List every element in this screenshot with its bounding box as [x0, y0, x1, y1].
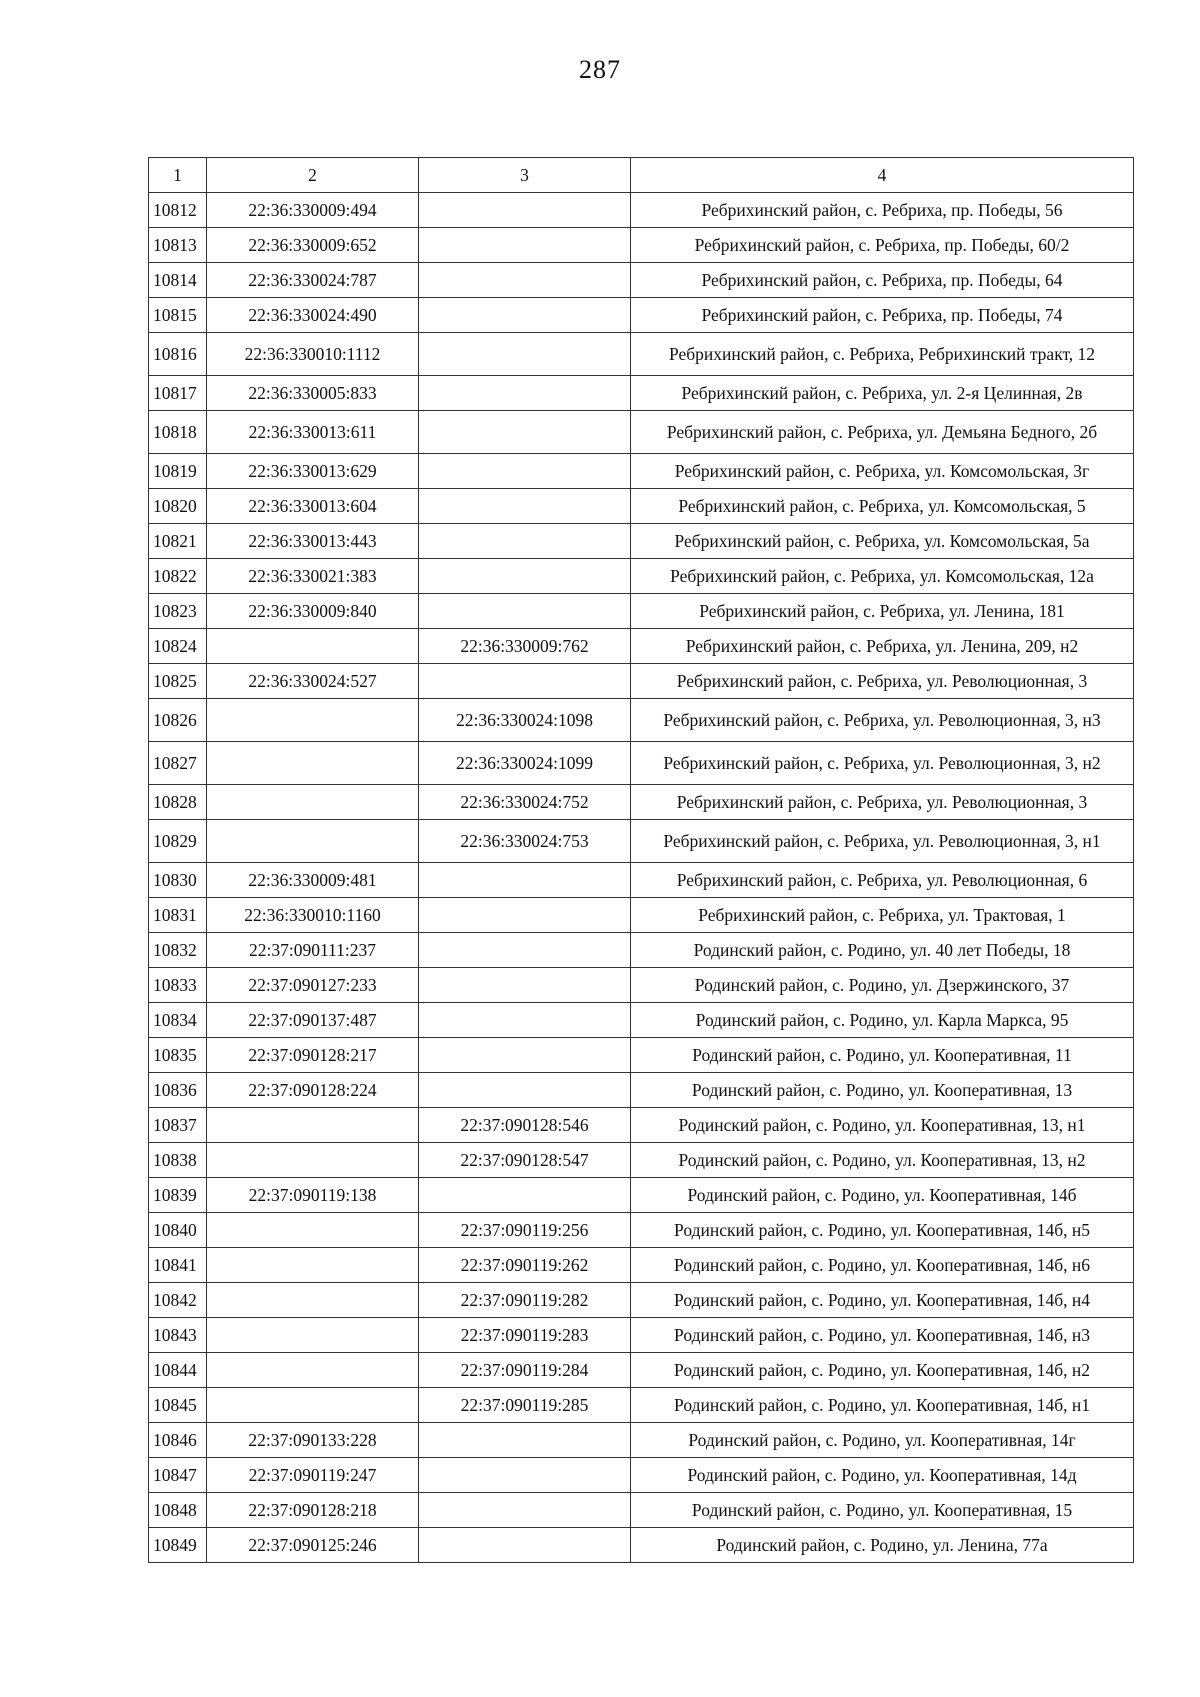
address-cell: Родинский район, с. Родино, ул. Кооперативная, 14б, н2: [631, 1353, 1134, 1388]
table-row: [149, 376, 1134, 411]
row-number-cell: 10835: [149, 1038, 207, 1073]
address-cell: Ребрихинский район, с. Ребриха, пр. Победы, 64: [631, 263, 1134, 298]
table-row: [149, 863, 1134, 898]
table-row: [149, 1423, 1134, 1458]
table-row: [149, 228, 1134, 263]
cadastral-number-cell: 22:36:330009:840: [207, 594, 419, 629]
cadastral-number-cell: [207, 1213, 419, 1248]
cadastral-number-alt-cell: [419, 263, 631, 298]
cadastral-number-alt-cell: [419, 1003, 631, 1038]
address-cell: Ребрихинский район, с. Ребриха, ул. Революционная, 6: [631, 863, 1134, 898]
cadastral-number-alt-cell: 22:36:330009:762: [419, 629, 631, 664]
cadastral-number-alt-cell: [419, 594, 631, 629]
cadastral-number-cell: 22:37:090125:246: [207, 1528, 419, 1563]
table-row: [149, 664, 1134, 699]
row-number-cell: 10822: [149, 559, 207, 594]
cadastral-number-alt-cell: [419, 933, 631, 968]
address-cell: Родинский район, с. Родино, ул. Дзержинского, 37: [631, 968, 1134, 1003]
cadastral-number-cell: 22:36:330024:490: [207, 298, 419, 333]
address-cell: Ребрихинский район, с. Ребриха, ул. Революционная, 3: [631, 664, 1134, 699]
table-row: [149, 559, 1134, 594]
table-row: [149, 1073, 1134, 1108]
cadastral-number-alt-cell: 22:36:330024:1099: [419, 742, 631, 785]
cadastral-number-alt-cell: [419, 968, 631, 1003]
cadastral-number-alt-cell: 22:37:090119:283: [419, 1318, 631, 1353]
table-row: [149, 699, 1134, 742]
cadastral-number-alt-cell: [419, 1038, 631, 1073]
cadastral-number-cell: [207, 699, 419, 742]
row-number-cell: 10825: [149, 664, 207, 699]
address-cell: Ребрихинский район, с. Ребриха, ул. Ленина, 181: [631, 594, 1134, 629]
row-number-cell: 10818: [149, 411, 207, 454]
address-cell: Родинский район, с. Родино, ул. Кооперативная, 14б: [631, 1178, 1134, 1213]
row-number-cell: 10814: [149, 263, 207, 298]
table-row: [149, 411, 1134, 454]
table-row: [149, 1388, 1134, 1423]
table-row: [149, 489, 1134, 524]
cadastral-number-cell: 22:37:090137:487: [207, 1003, 419, 1038]
row-number-cell: 10831: [149, 898, 207, 933]
cadastral-number-alt-cell: 22:36:330024:752: [419, 785, 631, 820]
cadastral-number-alt-cell: [419, 524, 631, 559]
table-row: [149, 1353, 1134, 1388]
cadastral-number-cell: [207, 1108, 419, 1143]
address-cell: Родинский район, с. Родино, ул. Кооперативная, 14д: [631, 1458, 1134, 1493]
cadastral-number-alt-cell: [419, 863, 631, 898]
table-body: [149, 193, 1134, 1563]
cadastral-number-alt-cell: [419, 1493, 631, 1528]
row-number-cell: 10836: [149, 1073, 207, 1108]
row-number-cell: 10833: [149, 968, 207, 1003]
row-number-cell: 10826: [149, 699, 207, 742]
row-number-cell: 10841: [149, 1248, 207, 1283]
cadastral-number-cell: [207, 785, 419, 820]
address-cell: Ребрихинский район, с. Ребриха, ул. Комсомольская, 12а: [631, 559, 1134, 594]
table-row: [149, 785, 1134, 820]
cadastral-number-cell: 22:37:090128:224: [207, 1073, 419, 1108]
cadastral-number-alt-cell: [419, 228, 631, 263]
row-number-cell: 10820: [149, 489, 207, 524]
row-number-cell: 10821: [149, 524, 207, 559]
cadastral-number-alt-cell: [419, 559, 631, 594]
cadastral-number-cell: 22:36:330013:604: [207, 489, 419, 524]
address-cell: Родинский район, с. Родино, ул. Кооперативная, 13: [631, 1073, 1134, 1108]
cadastral-number-cell: 22:36:330009:652: [207, 228, 419, 263]
address-cell: Родинский район, с. Родино, ул. Кооперативная, 13, н1: [631, 1108, 1134, 1143]
cadastral-number-cell: 22:37:090128:218: [207, 1493, 419, 1528]
row-number-cell: 10849: [149, 1528, 207, 1563]
table-header-row: [149, 158, 1134, 193]
table-row: [149, 1458, 1134, 1493]
table-row: [149, 193, 1134, 228]
cadastral-number-cell: 22:36:330013:629: [207, 454, 419, 489]
cadastral-number-cell: 22:37:090119:247: [207, 1458, 419, 1493]
table-row: [149, 594, 1134, 629]
registry-table: [148, 157, 1134, 1563]
address-cell: Ребрихинский район, с. Ребриха, ул. Комсомольская, 5а: [631, 524, 1134, 559]
cadastral-number-cell: [207, 1318, 419, 1353]
address-cell: Ребрихинский район, с. Ребриха, ул. Ленина, 209, н2: [631, 629, 1134, 664]
row-number-cell: 10843: [149, 1318, 207, 1353]
cadastral-number-alt-cell: 22:37:090119:256: [419, 1213, 631, 1248]
table-row: [149, 968, 1134, 1003]
table-row: [149, 1318, 1134, 1353]
row-number-cell: 10842: [149, 1283, 207, 1318]
row-number-cell: 10828: [149, 785, 207, 820]
table-row: [149, 1108, 1134, 1143]
row-number-cell: 10829: [149, 820, 207, 863]
address-cell: Родинский район, с. Родино, ул. Ленина, 77а: [631, 1528, 1134, 1563]
cadastral-number-alt-cell: [419, 898, 631, 933]
address-cell: Родинский район, с. Родино, ул. Кооперативная, 14б, н5: [631, 1213, 1134, 1248]
row-number-cell: 10819: [149, 454, 207, 489]
cadastral-number-alt-cell: [419, 333, 631, 376]
address-cell: Ребрихинский район, с. Ребриха, ул. Демьяна Бедного, 2б: [631, 411, 1134, 454]
cadastral-number-alt-cell: [419, 193, 631, 228]
row-number-cell: 10834: [149, 1003, 207, 1038]
row-number-cell: 10837: [149, 1108, 207, 1143]
table-row: [149, 298, 1134, 333]
address-cell: Ребрихинский район, с. Ребриха, Ребрихинский тракт, 12: [631, 333, 1134, 376]
table-row: [149, 1213, 1134, 1248]
cadastral-number-cell: 22:36:330013:611: [207, 411, 419, 454]
address-cell: Ребрихинский район, с. Ребриха, пр. Победы, 56: [631, 193, 1134, 228]
row-number-cell: 10839: [149, 1178, 207, 1213]
address-cell: Родинский район, с. Родино, ул. Карла Маркса, 95: [631, 1003, 1134, 1038]
cadastral-number-cell: 22:36:330021:383: [207, 559, 419, 594]
row-number-cell: 10847: [149, 1458, 207, 1493]
table-row: [149, 1493, 1134, 1528]
cadastral-number-cell: 22:36:330009:481: [207, 863, 419, 898]
row-number-cell: 10827: [149, 742, 207, 785]
cadastral-number-cell: [207, 1388, 419, 1423]
table-row: [149, 333, 1134, 376]
table-row: [149, 1283, 1134, 1318]
cadastral-number-cell: 22:36:330024:527: [207, 664, 419, 699]
table-row: [149, 820, 1134, 863]
address-cell: Родинский район, с. Родино, ул. Кооперативная, 14г: [631, 1423, 1134, 1458]
row-number-cell: 10846: [149, 1423, 207, 1458]
cadastral-number-alt-cell: 22:37:090128:546: [419, 1108, 631, 1143]
row-number-cell: 10845: [149, 1388, 207, 1423]
cadastral-number-alt-cell: 22:37:090119:262: [419, 1248, 631, 1283]
address-cell: Родинский район, с. Родино, ул. Кооперативная, 14б, н6: [631, 1248, 1134, 1283]
table-row: [149, 1038, 1134, 1073]
table-row: [149, 524, 1134, 559]
row-number-cell: 10832: [149, 933, 207, 968]
cadastral-number-alt-cell: [419, 1423, 631, 1458]
page-number: 287: [579, 55, 621, 84]
cadastral-number-cell: 22:37:090119:138: [207, 1178, 419, 1213]
table-row: [149, 629, 1134, 664]
table-row: [149, 1248, 1134, 1283]
cadastral-number-cell: [207, 742, 419, 785]
cadastral-number-alt-cell: [419, 376, 631, 411]
table-row: [149, 1143, 1134, 1178]
address-cell: Ребрихинский район, с. Ребриха, ул. Революционная, 3, н1: [631, 820, 1134, 863]
cadastral-number-cell: [207, 820, 419, 863]
cadastral-number-cell: 22:37:090127:233: [207, 968, 419, 1003]
cadastral-number-alt-cell: 22:37:090119:282: [419, 1283, 631, 1318]
address-cell: Родинский район, с. Родино, ул. Кооперативная, 14б, н3: [631, 1318, 1134, 1353]
cadastral-number-cell: [207, 1353, 419, 1388]
table-row: [149, 898, 1134, 933]
table-row: [149, 1528, 1134, 1563]
row-number-cell: 10844: [149, 1353, 207, 1388]
row-number-cell: 10815: [149, 298, 207, 333]
header-col-2: 2: [207, 158, 419, 193]
address-cell: Родинский район, с. Родино, ул. Кооперативная, 14б, н1: [631, 1388, 1134, 1423]
table-row: [149, 1178, 1134, 1213]
row-number-cell: 10813: [149, 228, 207, 263]
row-number-cell: 10838: [149, 1143, 207, 1178]
cadastral-number-cell: [207, 1248, 419, 1283]
table-row: [149, 263, 1134, 298]
cadastral-number-cell: 22:36:330005:833: [207, 376, 419, 411]
address-cell: Ребрихинский район, с. Ребриха, ул. Комсомольская, 5: [631, 489, 1134, 524]
address-cell: Ребрихинский район, с. Ребриха, ул. Революционная, 3, н3: [631, 699, 1134, 742]
cadastral-number-alt-cell: 22:37:090119:285: [419, 1388, 631, 1423]
row-number-cell: 10840: [149, 1213, 207, 1248]
address-cell: Ребрихинский район, с. Ребриха, ул. Комсомольская, 3г: [631, 454, 1134, 489]
address-cell: Родинский район, с. Родино, ул. Кооперативная, 15: [631, 1493, 1134, 1528]
header-col-4: 4: [631, 158, 1134, 193]
table-row: [149, 742, 1134, 785]
row-number-cell: 10824: [149, 629, 207, 664]
cadastral-number-cell: 22:36:330010:1160: [207, 898, 419, 933]
cadastral-number-alt-cell: 22:36:330024:1098: [419, 699, 631, 742]
cadastral-number-cell: 22:36:330013:443: [207, 524, 419, 559]
cadastral-number-alt-cell: [419, 298, 631, 333]
address-cell: Родинский район, с. Родино, ул. Кооперативная, 14б, н4: [631, 1283, 1134, 1318]
cadastral-number-alt-cell: [419, 489, 631, 524]
cadastral-number-alt-cell: 22:36:330024:753: [419, 820, 631, 863]
cadastral-number-alt-cell: [419, 411, 631, 454]
table-row: [149, 454, 1134, 489]
cadastral-number-alt-cell: [419, 1528, 631, 1563]
cadastral-number-cell: 22:36:330009:494: [207, 193, 419, 228]
cadastral-number-cell: 22:37:090133:228: [207, 1423, 419, 1458]
cadastral-number-cell: 22:36:330010:1112: [207, 333, 419, 376]
table-row: [149, 1003, 1134, 1038]
cadastral-number-alt-cell: [419, 664, 631, 699]
address-cell: Ребрихинский район, с. Ребриха, пр. Победы, 74: [631, 298, 1134, 333]
row-number-cell: 10817: [149, 376, 207, 411]
address-cell: Ребрихинский район, с. Ребриха, ул. Революционная, 3: [631, 785, 1134, 820]
cadastral-number-alt-cell: [419, 1178, 631, 1213]
cadastral-number-alt-cell: 22:37:090119:284: [419, 1353, 631, 1388]
address-cell: Ребрихинский район, с. Ребриха, пр. Победы, 60/2: [631, 228, 1134, 263]
cadastral-number-alt-cell: [419, 454, 631, 489]
cadastral-number-cell: [207, 1143, 419, 1178]
cadastral-number-cell: [207, 1283, 419, 1318]
address-cell: Родинский район, с. Родино, ул. Кооперативная, 13, н2: [631, 1143, 1134, 1178]
cadastral-number-cell: 22:37:090128:217: [207, 1038, 419, 1073]
cadastral-number-alt-cell: [419, 1073, 631, 1108]
row-number-cell: 10812: [149, 193, 207, 228]
cadastral-number-alt-cell: [419, 1458, 631, 1493]
header-col-1: 1: [149, 158, 207, 193]
row-number-cell: 10823: [149, 594, 207, 629]
address-cell: Ребрихинский район, с. Ребриха, ул. Революционная, 3, н2: [631, 742, 1134, 785]
table-row: [149, 933, 1134, 968]
address-cell: Ребрихинский район, с. Ребриха, ул. Трактовая, 1: [631, 898, 1134, 933]
cadastral-number-cell: 22:36:330024:787: [207, 263, 419, 298]
cadastral-number-alt-cell: 22:37:090128:547: [419, 1143, 631, 1178]
cadastral-number-cell: 22:37:090111:237: [207, 933, 419, 968]
row-number-cell: 10830: [149, 863, 207, 898]
header-col-3: 3: [419, 158, 631, 193]
address-cell: Родинский район, с. Родино, ул. Кооперативная, 11: [631, 1038, 1134, 1073]
row-number-cell: 10848: [149, 1493, 207, 1528]
cadastral-number-cell: [207, 629, 419, 664]
address-cell: Ребрихинский район, с. Ребриха, ул. 2-я Целинная, 2в: [631, 376, 1134, 411]
address-cell: Родинский район, с. Родино, ул. 40 лет Победы, 18: [631, 933, 1134, 968]
row-number-cell: 10816: [149, 333, 207, 376]
